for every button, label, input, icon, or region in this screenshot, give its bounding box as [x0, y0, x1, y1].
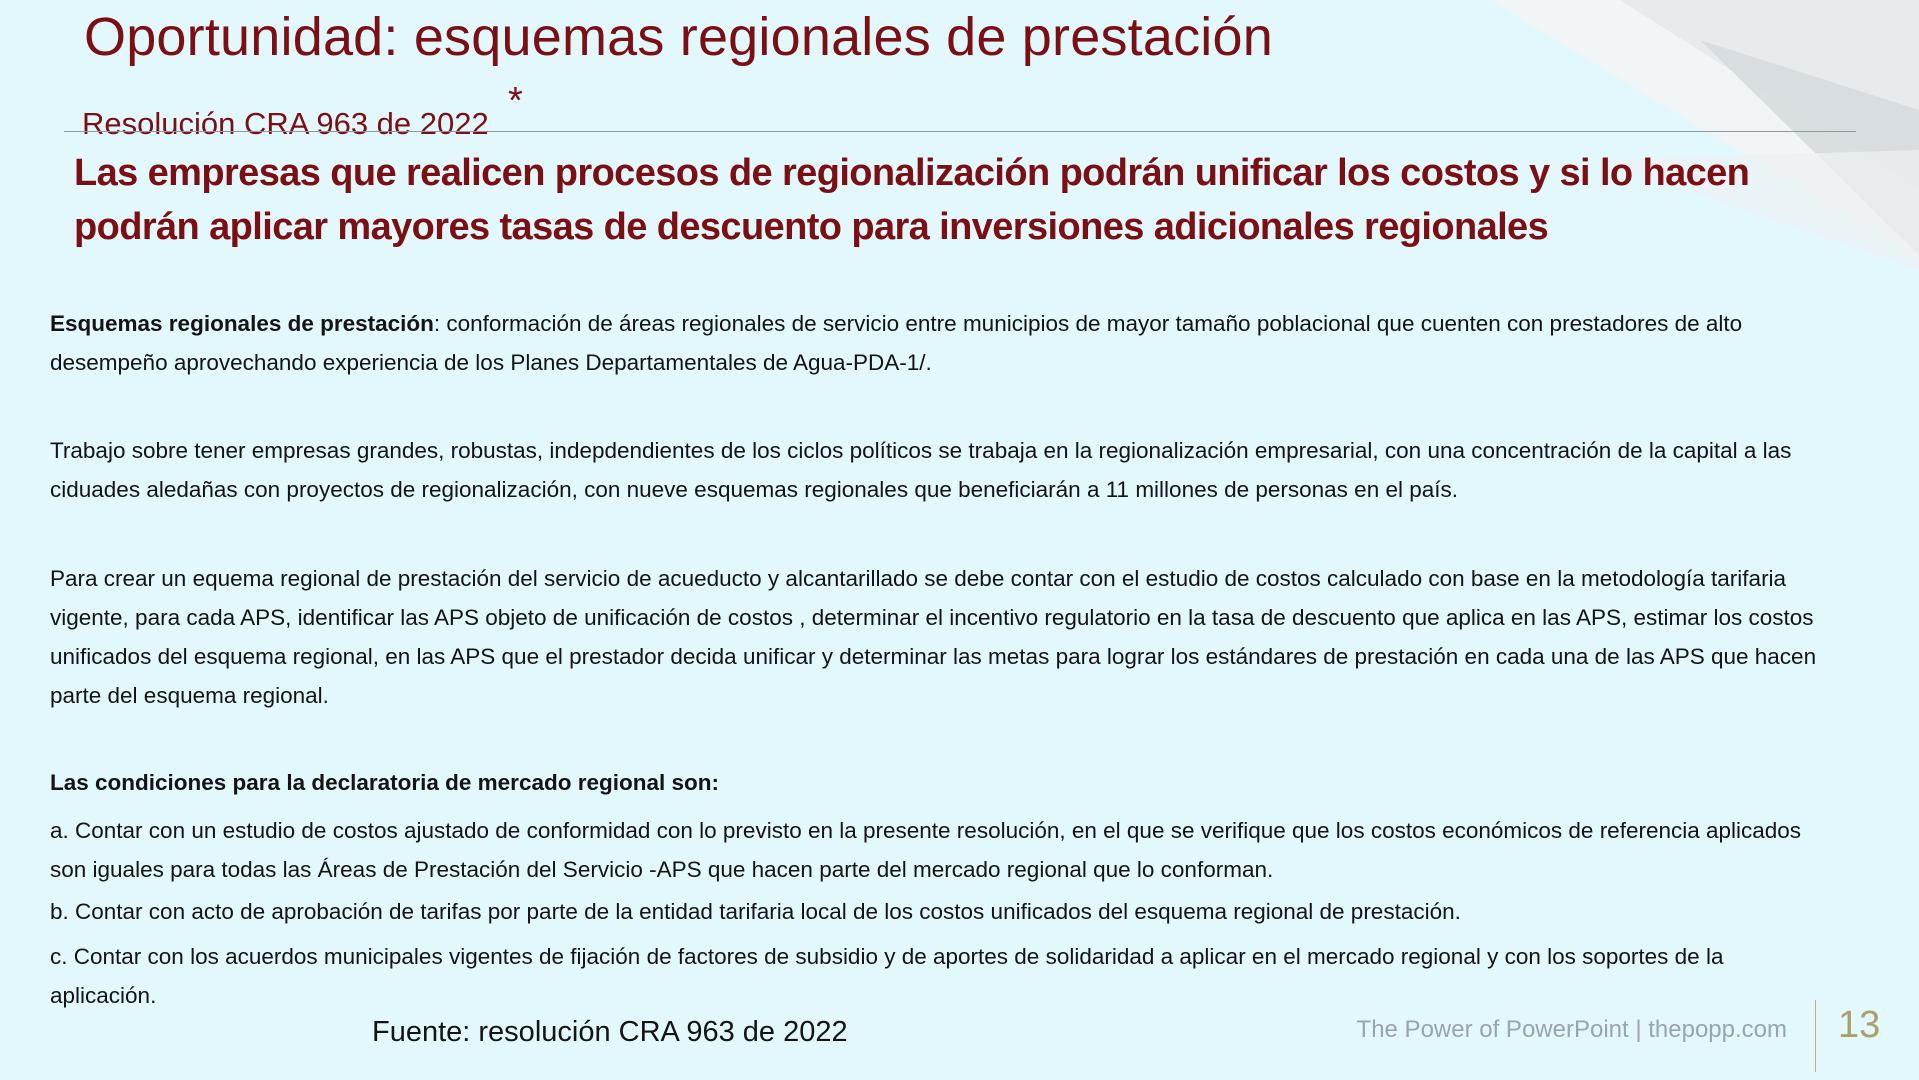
page-number: 13 — [1838, 1004, 1881, 1046]
conditions-heading: Las condiciones para la declaratoria de mercado regional son: — [50, 770, 719, 795]
paragraph-create-scheme: Para crear un equema regional de prestación del servicio de acueducto y alcantarillado se debe contar con el estudio de costos calculado con base en la metodología tarifaria vigente, para cada APS, identificar las APS objeto de unificación de costos , determinar el incentivo regulatorio en la tasa de descuento que aplica en las APS, estimar los costos unificados del esquema regional, en las APS que el prestador decida unificar y determinar las metas para lograr los estándares de prestación en cada una de las APS que hacen parte del esquema regional. — [50, 566, 1817, 708]
paragraph-regional-schemes-text: : conformación de áreas regionales de servicio entre municipios de mayor tamaño poblacional que cuenten con prestadores de alto desempeño aprovechando experiencia de los Planes Departamentales de Agua-PDA-1/. — [50, 311, 1743, 375]
paragraph-regionalization: Trabajo sobre tener empresas grandes, robustas, indepdendientes de los ciclos políticos se trabaja en la regionalización empresarial, con una concentración de la capital a las ciduades aledañas con proyectos de regionalización, con nueve esquemas regionales que beneficiarán a 11 millones de personas en el país. — [50, 438, 1792, 502]
subtitle-asterisk: * — [508, 80, 523, 122]
footer-divider — [1815, 1000, 1816, 1072]
source-note: Fuente: resolución CRA 963 de 2022 — [372, 1016, 848, 1048]
headline: Las empresas que realicen procesos de regionalización podrán unificar los costos y si lo hacen podrán aplicar mayores tasas de descuento para inversiones adicionales regionales — [74, 152, 1750, 248]
paragraph-regional-schemes — [50, 304, 1830, 382]
term-regional-schemes: Esquemas regionales de prestación — [50, 311, 434, 336]
condition-item-c: c. Contar con los acuerdos municipales vigentes de fijación de factores de subsidio y de aportes de solidaridad a aplicar en el mercado regional y con los soportes de la aplicación. — [50, 944, 1724, 1008]
condition-item-b: b. Contar con acto de aprobación de tarifas por parte de la entidad tarifaria local de los costos unificados del esquema regional de prestación. — [50, 899, 1461, 924]
slide-title: Oportunidad: esquemas regionales de prestación — [84, 7, 1273, 67]
title-divider — [64, 131, 1856, 132]
condition-item-a: a. Contar con un estudio de costos ajustado de conformidad con lo previsto en la presente resolución, en el que se verifique que los costos económicos de referencia aplicados son iguales para todas las Áreas de Prestación del Servicio -APS que hacen parte del mercado regional que lo conforman. — [50, 818, 1802, 882]
slide-subtitle: Resolución CRA 963 de 2022 — [82, 106, 489, 141]
footer-credit: The Power of PowerPoint | thepopp.com — [1356, 1016, 1787, 1043]
